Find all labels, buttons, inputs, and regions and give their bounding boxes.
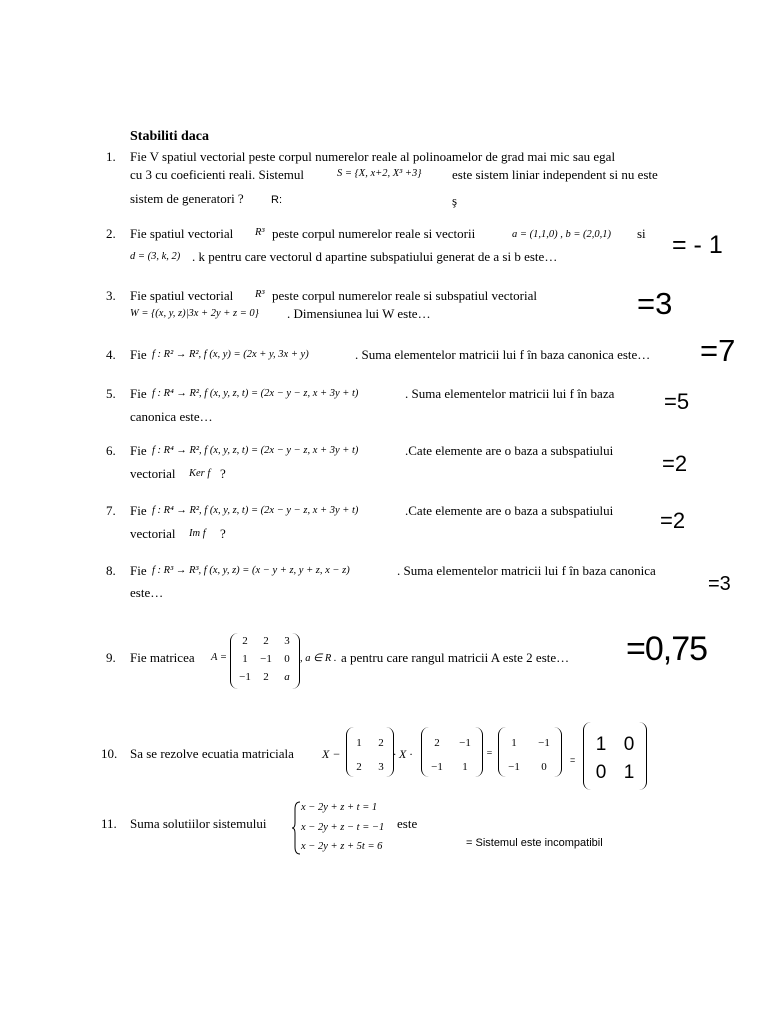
item-9-math-domain: , a ∈ R .	[300, 653, 337, 664]
item-10-math-eq1: =	[486, 748, 493, 759]
matrix-cell: 2	[242, 635, 248, 647]
item-8-answer: =3	[708, 573, 731, 595]
item-number: 9.	[106, 650, 116, 665]
item-3-math-w: W = {(x, y, z)|3x + 2y + z = 0}	[130, 308, 259, 319]
item-2-math-vectors: a = (1,1,0) , b = (2,0,1)	[512, 229, 612, 240]
item-6-line-4: ?	[220, 466, 226, 481]
item-10-matrix-1	[346, 727, 394, 777]
matrix-cell: 3	[284, 635, 290, 647]
item-7-math-im: Im f	[189, 528, 206, 539]
item-number: 4.	[106, 347, 116, 362]
matrix-cell: 1	[462, 761, 468, 773]
item-3-line-3: . Dimensiunea lui W este…	[287, 306, 431, 321]
item-1-line-4: sistem de generatori ?	[130, 191, 244, 206]
system-equation: x − 2y + z + t = 1	[301, 802, 378, 813]
system-equation: x − 2y + z − t = −1	[301, 822, 385, 833]
matrix-cell: 1	[511, 737, 517, 749]
item-9-math-a: A =	[211, 652, 227, 663]
item-5-answer: =5	[664, 389, 690, 414]
item-2-line-4: . k pentru care vectorul d apartine subspatiului generat de a si b este…	[192, 249, 558, 264]
item-10-math-eq2: =	[570, 755, 576, 765]
answer-matrix-cell: 0	[623, 734, 635, 755]
item-9-line-1: Fie matricea	[130, 650, 195, 665]
item-number: 1.	[106, 149, 116, 164]
item-7-line-2: .Cate elemente are o baza a subspatiului	[405, 503, 614, 518]
item-9-matrix	[230, 633, 300, 689]
item-6-math: f : R⁴ → R², f (x, y, z, t) = (2x − y − z, x + 3y + t)	[152, 445, 359, 456]
matrix-cell: 2	[356, 761, 362, 773]
item-6-line-3: vectorial	[130, 466, 176, 481]
item-5-math: f : R⁴ → R², f (x, y, z, t) = (2x − y − z, x + 3y + t)	[152, 388, 359, 399]
matrix-cell: −1	[538, 737, 550, 749]
item-1-line-3: este sistem liniar independent si nu este	[452, 167, 658, 182]
item-3-answer: =3	[637, 286, 673, 321]
item-10-line-1: Sa se rezolve ecuatia matriciala	[130, 746, 294, 761]
item-4-line-1: Fie	[130, 347, 147, 362]
item-7-line-3: vectorial	[130, 526, 176, 541]
matrix-cell: −1	[260, 653, 272, 665]
item-6-math-ker: Ker f	[189, 468, 211, 479]
matrix-cell: −1	[431, 761, 443, 773]
item-3-line-1: Fie spatiul vectorial	[130, 288, 234, 303]
item-10-math-dot: · X ·	[393, 747, 413, 761]
item-5-line-1: Fie	[130, 386, 147, 401]
item-4-answer: =7	[700, 333, 736, 368]
item-2-line-2: peste corpul numerelor reale si vectorii	[272, 226, 476, 241]
item-number: 8.	[106, 563, 116, 578]
item-10-answer-matrix	[583, 722, 647, 790]
item-1-answer-label: R:	[271, 194, 282, 206]
item-1-line-2: cu 3 cu coeficienti reali. Sistemul	[130, 167, 304, 182]
matrix-cell: 2	[378, 737, 384, 749]
item-7-answer: =2	[660, 508, 686, 533]
answer-matrix-cell: 1	[595, 734, 607, 755]
item-4-math: f : R² → R², f (x, y) = (2x + y, 3x + y)	[152, 349, 309, 360]
item-3-line-2: peste corpul numerelor reale si subspatiul vectorial	[272, 288, 537, 303]
item-1-mark: ş	[452, 193, 458, 208]
item-1-math: S = {X, x+2, X³ +3}	[337, 168, 422, 179]
matrix-cell: 2	[263, 635, 269, 647]
item-2-math-r3: R³	[255, 227, 265, 238]
item-8-line-1: Fie	[130, 563, 147, 578]
item-7-line-4: ?	[220, 526, 226, 541]
matrix-cell: 1	[356, 737, 362, 749]
item-11-answer: = Sistemul este incompatibil	[466, 837, 603, 849]
item-number: 10.	[101, 746, 118, 761]
system-equation: x − 2y + z + 5t = 6	[301, 841, 383, 852]
item-7-math: f : R⁴ → R², f (x, y, z, t) = (2x − y − z, x + 3y + t)	[152, 505, 359, 516]
item-10-matrix-2	[421, 727, 483, 777]
item-2-line-3: si	[637, 226, 646, 241]
item-5-line-3: canonica este…	[130, 409, 213, 424]
item-11-line-1: Suma solutiilor sistemului	[130, 816, 267, 831]
item-number: 5.	[106, 386, 116, 401]
answer-matrix-cell: 0	[595, 762, 607, 783]
item-10-matrix-3	[498, 727, 562, 777]
page-title: Stabiliti daca	[130, 129, 209, 144]
item-number: 2.	[106, 226, 116, 241]
matrix-cell: 0	[284, 653, 290, 665]
item-1-line-1: Fie V spatiul vectorial peste corpul numerelor reale al polinoamelor de grad mai mic sau egal	[130, 149, 616, 164]
item-6-line-2: .Cate elemente are o baza a subspatiului	[405, 443, 614, 458]
matrix-cell: a	[284, 671, 290, 683]
item-11-line-2: este	[397, 816, 418, 831]
matrix-cell: −1	[459, 737, 471, 749]
item-6-answer: =2	[662, 451, 688, 476]
item-8-line-2: . Suma elementelor matricii lui f în baza canonica	[397, 563, 656, 578]
matrix-cell: 1	[242, 653, 248, 665]
item-6-line-1: Fie	[130, 443, 147, 458]
item-7-line-1: Fie	[130, 503, 147, 518]
item-5-line-2: . Suma elementelor matricii lui f în baza	[405, 386, 615, 401]
item-number: 3.	[106, 288, 116, 303]
item-2-line-1: Fie spatiul vectorial	[130, 226, 234, 241]
item-8-line-3: este…	[130, 585, 164, 600]
matrix-cell: 3	[378, 761, 384, 773]
matrix-cell: 2	[263, 671, 269, 683]
item-number: 6.	[106, 443, 116, 458]
matrix-cell: 2	[434, 737, 440, 749]
item-2-math-d: d = (3, k, 2)	[130, 251, 181, 262]
item-9-answer: =0,75	[626, 630, 708, 668]
matrix-cell: −1	[508, 761, 520, 773]
item-3-math-r3: R³	[255, 289, 265, 300]
item-number: 7.	[106, 503, 116, 518]
item-number: 11.	[101, 816, 117, 831]
answer-matrix-cell: 1	[623, 762, 635, 783]
item-8-math: f : R³ → R³, f (x, y, z) = (x − y + z, y + z, x − z)	[152, 565, 350, 576]
matrix-cell: −1	[239, 671, 251, 683]
item-9-line-2: a pentru care rangul matricii A este 2 este…	[341, 650, 570, 665]
matrix-cell: 0	[541, 761, 547, 773]
item-4-line-2: . Suma elementelor matricii lui f în baza canonica este…	[355, 347, 651, 362]
item-10-math-x: X −	[322, 747, 341, 761]
item-2-answer: = - 1	[672, 231, 723, 259]
